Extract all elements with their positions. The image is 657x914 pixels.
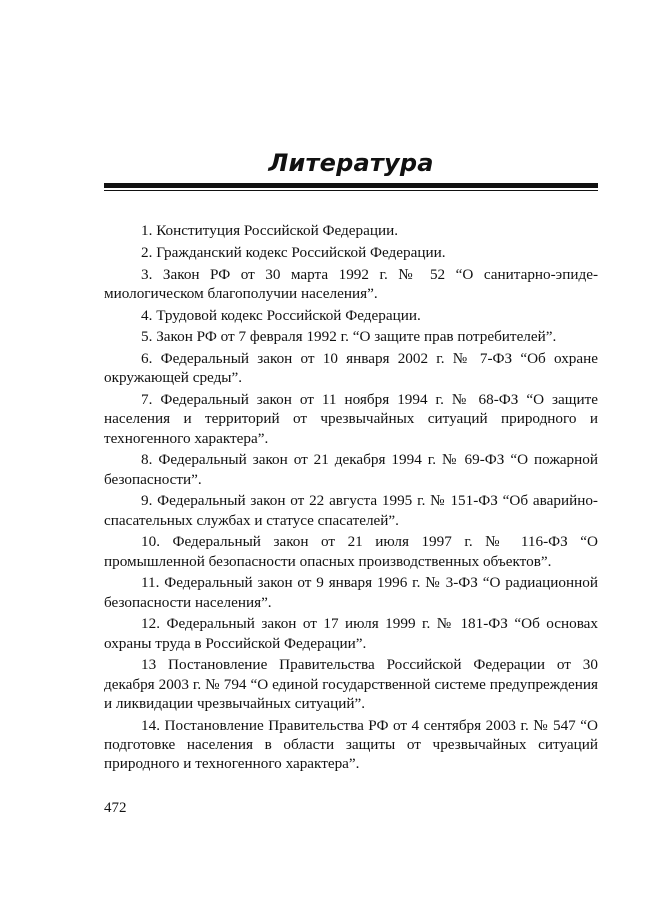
reference-list	[104, 221, 598, 776]
reference-item: 12. Федеральный закон от 17 июля 1999 г. № 181-ФЗ “Об основах охраны труда в Российской Федерации”.	[104, 615, 598, 652]
reference-item: 8. Федеральный закон от 21 декабря 1994 г. № 69-ФЗ “О пожарной безопасности”.	[104, 451, 598, 488]
reference-item: 2. Гражданский кодекс Российской Федерации.	[141, 243, 446, 261]
page-number: 472	[104, 800, 127, 816]
reference-item: 11. Федеральный закон от 9 января 1996 г. № 3-ФЗ “О радиационной безопасности населения”.	[104, 574, 598, 611]
reference-item: 13 Постановление Правительства Российской Федерации от 30 декабря 2003 г. № 794 “О единой государственной системе предупреждения и ликвидации чрезвычайных ситуаций”.	[104, 656, 598, 712]
title-rule-thin	[104, 190, 598, 191]
reference-item: 1. Конституция Российской Федерации.	[141, 222, 399, 239]
reference-item: 7. Федеральный закон от 11 ноября 1994 г. № 68-ФЗ “О защите населения и территорий от чрезвычайных ситуаций природного и техногенного характера”.	[104, 391, 598, 447]
section-title: Литература	[268, 149, 434, 177]
title-rule-thick	[104, 183, 598, 188]
reference-item: 3. Закон РФ от 30 марта 1992 г. № 52 “О санитарно-эпидемиологическом благополучии населения”.	[104, 265, 598, 302]
reference-item: 4. Трудовой кодекс Российской Федерации.	[141, 306, 421, 324]
reference-item: 10. Федеральный закон от 21 июля 1997 г. № 116-ФЗ “О промышленной безопасности опасных производственных объектов”.	[104, 533, 598, 570]
reference-item: 14. Постановление Правительства РФ от 4 сентября 2003 г. № 547 “О подготовке населения в области защиты от чрезвычайных ситуаций природного и техногенного характера”.	[104, 716, 598, 772]
reference-item: 5. Закон РФ от 7 февраля 1992 г. “О защите прав потребителей”.	[141, 328, 557, 346]
reference-item: 9. Федеральный закон от 22 августа 1995 г. № 151-ФЗ “Об аварийно-спасательных службах и статусе спасателей”.	[104, 492, 598, 529]
reference-item: 6. Федеральный закон от 10 января 2002 г. № 7-ФЗ “Об охране окружающей среды”.	[104, 350, 598, 387]
